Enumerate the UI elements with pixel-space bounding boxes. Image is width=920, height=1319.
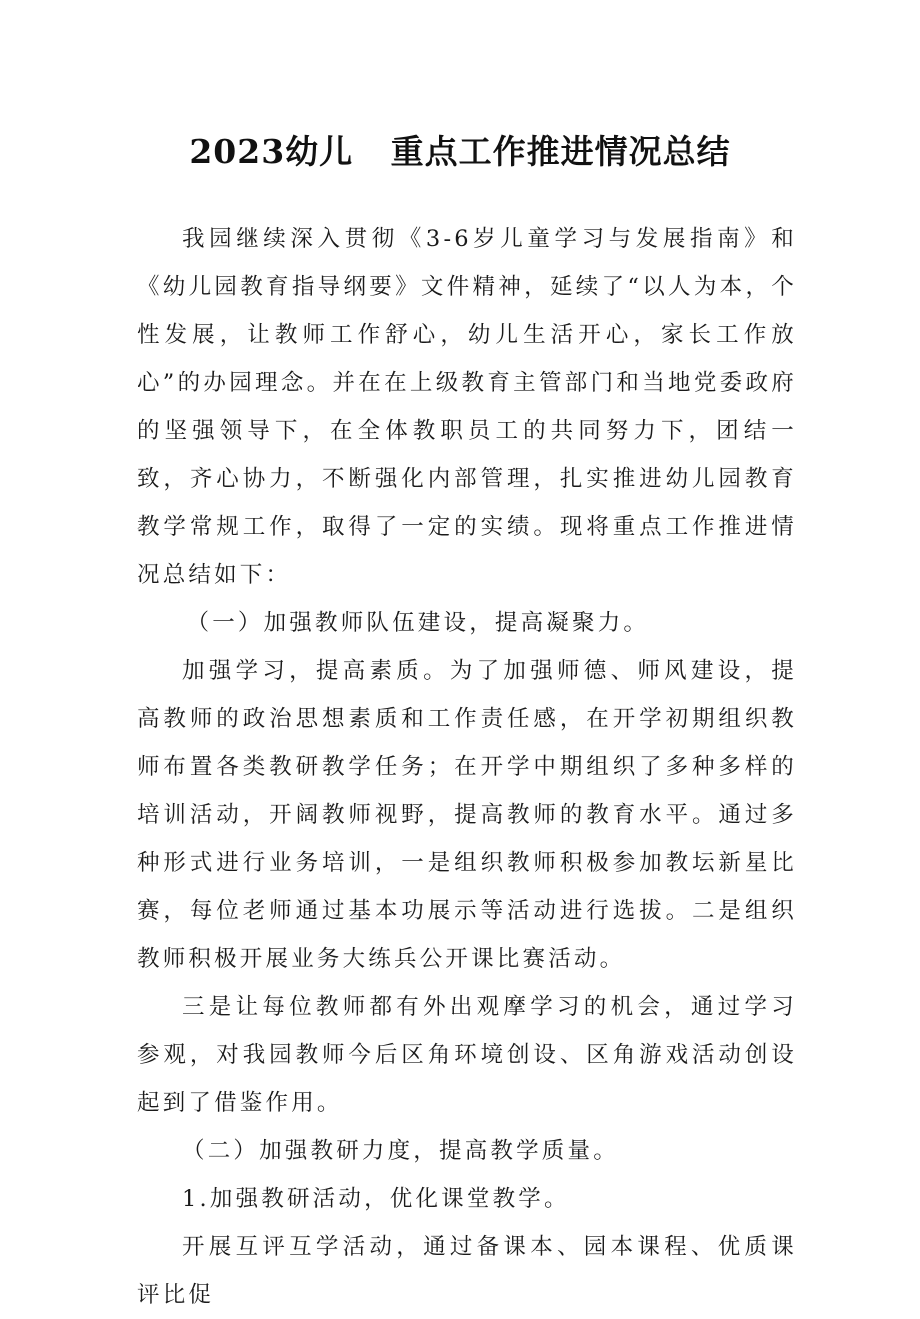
document-body xyxy=(137,215,797,1319)
section-heading-2: （二）加强教研力度，提高教学质量。 xyxy=(182,1138,619,1164)
paragraph-peer-review: 开展互评互学活动，通过备课本、园本课程、优质课评比促 xyxy=(137,1234,797,1308)
paragraph-study: 加强学习，提高素质。为了加强师德、师风建设，提高教师的政治思想素质和工作责任感，在开学初期组织教师布置各类教研教学任务；在开学中期组织了多种多样的培训活动，开阔教师视野，提高教师的教育水平。通过多种形式进行业务培训，一是组织教师积极参加教坛新星比赛，每位老师通过基本功展示等活动进行选拔。二是组织教师积极开展业务大练兵公开课比赛活动。 xyxy=(137,658,797,972)
document-title: 2023幼儿 重点工作推进情况总结 xyxy=(189,132,731,171)
paragraph-observation: 三是让每位教师都有外出观摩学习的机会，通过学习参观，对我园教师今后区角环境创设、区角游戏活动创设起到了借鉴作用。 xyxy=(137,994,797,1116)
subsection-heading-1: 1.加强教研活动，优化课堂教学。 xyxy=(182,1186,570,1212)
paragraph-intro: 我园继续深入贯彻《3-6岁儿童学习与发展指南》和《幼儿园教育指导纲要》文件精神，延续了“以人为本，个性发展，让教师工作舒心，幼儿生活开心，家长工作放心”的办园理念。并在在上级教育主管部门和当地党委政府的坚强领导下，在全体教职员工的共同努力下，团结一致，齐心协力，不断强化内部管理，扎实推进幼儿园教育教学常规工作，取得了一定的实绩。现将重点工作推进情况总结如下： xyxy=(137,226,797,588)
section-heading-1: （一）加强教师队伍建设，提高凝聚力。 xyxy=(186,610,650,636)
